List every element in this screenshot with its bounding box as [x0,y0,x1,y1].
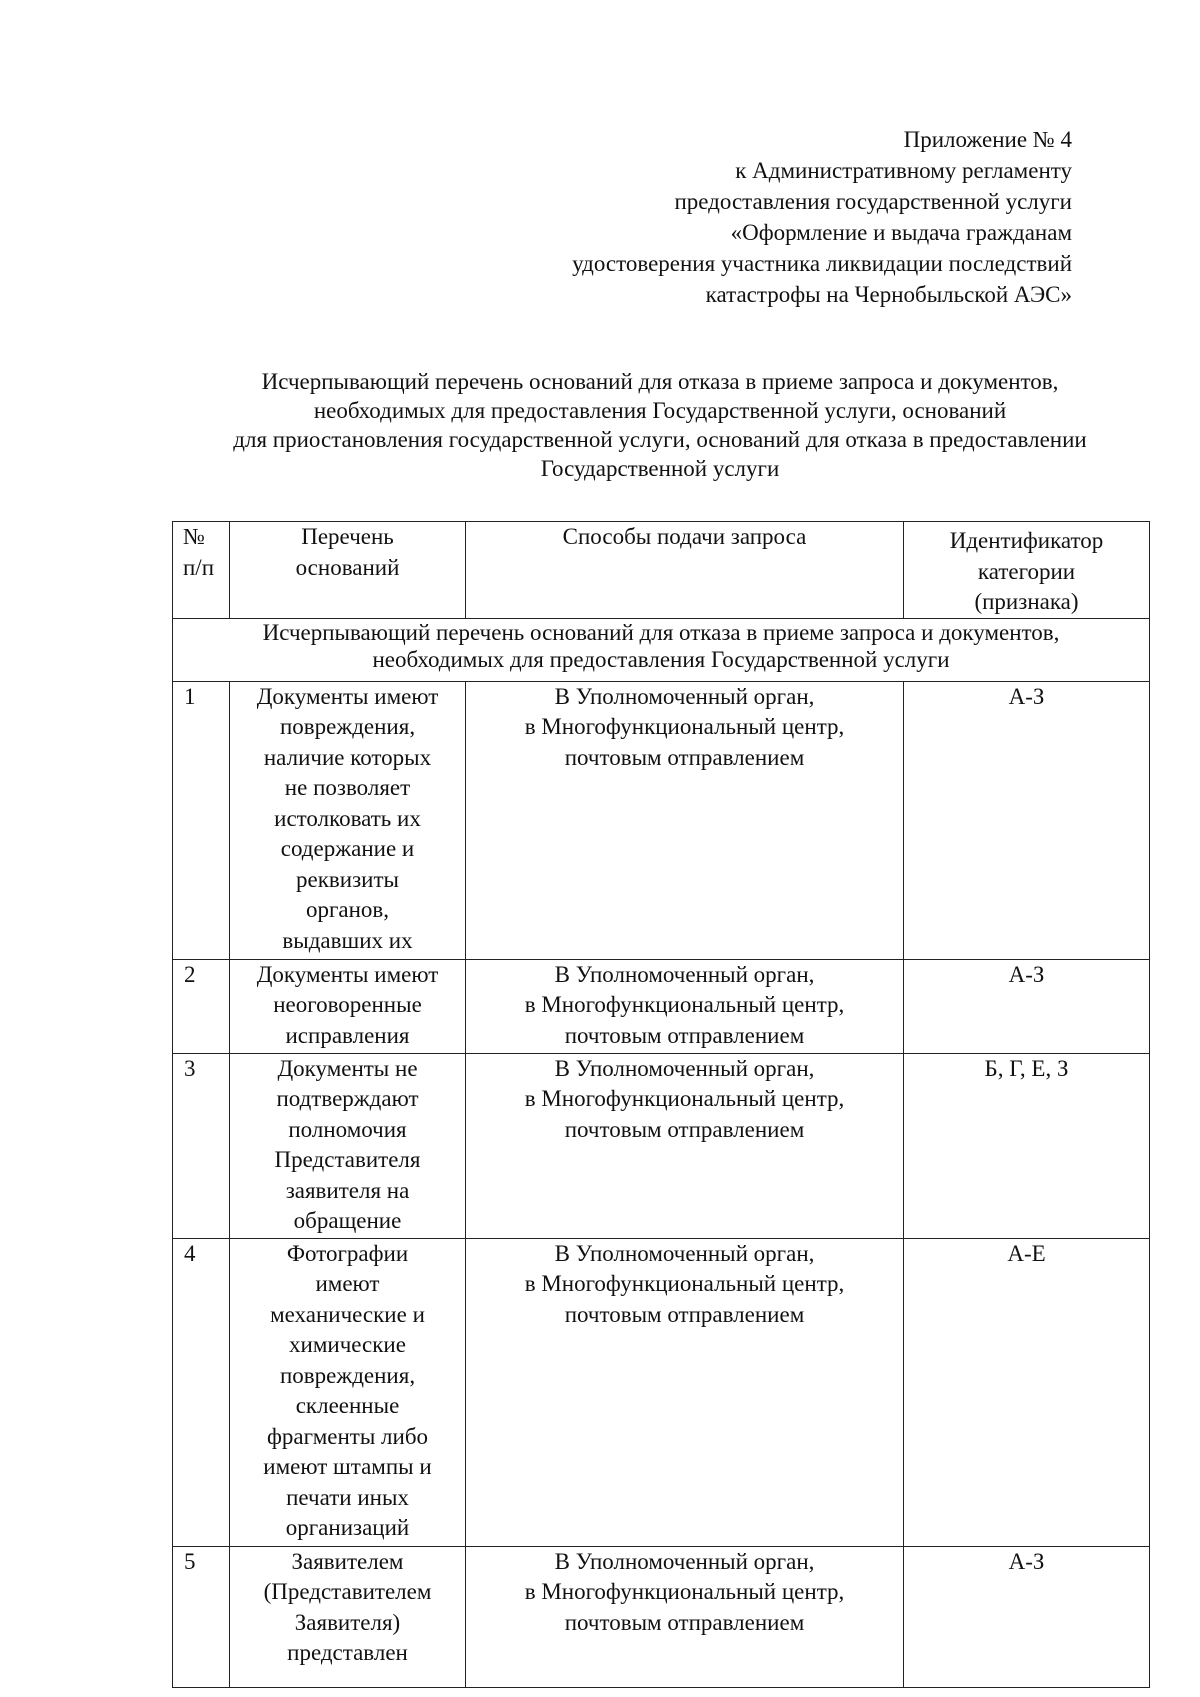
table-row [173,959,1150,1053]
appendix-line: катастрофы на Чернобыльской АЭС» [705,282,1072,307]
row-reason-line: Представителя [274,1147,421,1172]
header-ident-line: категории [977,558,1076,584]
row-reason [230,1238,466,1546]
row-number: 1 [173,681,230,959]
row-reason-line: содержание и [280,836,415,861]
row-reason-line: (Представителем [263,1579,432,1604]
row-reason-line: истолковать их [274,805,421,831]
row-identifier: Б, Г, Е, З [904,1053,1150,1238]
row-reason-line: Заявителем [291,1548,404,1574]
row-reason-line: имеют [315,1271,380,1296]
appendix-line: удостоверения участника ликвидации последствий [572,251,1072,276]
appendix-header [572,124,1072,310]
header-num-line: п/п [183,554,215,580]
row-reason-line: химические [289,1332,406,1357]
row-reason-line: исправления [285,1022,410,1048]
row-reason-line: Фотографии [286,1240,409,1266]
row-method-line: почтовым отправлением [564,1301,805,1327]
row-number: 3 [173,1053,230,1238]
appendix-line: «Оформление и выдача гражданам [730,220,1072,245]
row-reason-line: Документы не [277,1055,418,1081]
row-reason-line: выдавших их [282,927,413,953]
row-reason [230,681,466,959]
table-row [173,1238,1150,1546]
row-method-line: почтовым отправлением [564,1022,805,1048]
row-reason-line: представлен [287,1640,408,1665]
row-method [466,681,904,959]
row-reason-line: полномочия [288,1116,407,1142]
row-identifier: А-Е [904,1238,1150,1546]
row-method-line: В Уполномоченный орган, [554,1240,815,1266]
row-reason-line: склеенные [295,1393,400,1418]
row-reason-line: реквизиты [296,866,399,892]
grounds-table [172,521,1150,1688]
row-method-line: почтовым отправлением [564,1609,805,1635]
row-method [466,1546,904,1687]
row-method [466,1053,904,1238]
row-reason [230,959,466,1053]
row-reason-line: подтверждают [276,1086,419,1111]
header-method [466,522,904,619]
header-ident [904,522,1150,619]
row-reason-line: Документы имеют [256,961,439,987]
row-reason-line: наличие которых [263,744,432,770]
row-method [466,1238,904,1546]
header-num [173,522,230,619]
row-method-line: В Уполномоченный орган, [554,1055,815,1081]
title-line: Исчерпывающий перечень оснований для отказа в приеме запроса и документов, [261,369,1059,394]
section-title [173,618,1150,681]
row-reason-line: повреждения, [279,714,416,739]
header-method-line: Способы подачи запроса [562,524,807,549]
header-reason-line: оснований [295,554,400,580]
row-reason-line: органов, [305,897,390,922]
row-method-line: почтовым отправлением [564,1116,805,1142]
title-line: для приостановления государственной услуги, оснований для отказа в предоставлении [233,427,1087,452]
row-reason-line: обращение [293,1208,402,1233]
row-number: 5 [173,1546,230,1687]
row-identifier: А-З [904,681,1150,959]
row-reason-line: механические и [270,1301,425,1327]
header-num-line: № [183,524,205,549]
table-row [173,1546,1150,1687]
table-header-row [173,522,1150,619]
row-reason-line: не позволяет [284,775,411,800]
row-identifier: А-З [904,1546,1150,1687]
appendix-line: предоставления государственной услуги [674,189,1072,214]
row-reason-line: Заявителя) [294,1609,401,1635]
row-method-line: почтовым отправлением [564,744,805,770]
appendix-line: к Административному регламенту [735,158,1072,183]
row-reason [230,1546,466,1687]
section-title-line: Исчерпывающий перечень оснований для отказа в приеме запроса и документов, [262,619,1060,645]
row-reason-line: неоговоренные [273,992,422,1017]
header-reason [230,522,466,619]
row-method-line: В Уполномоченный орган, [554,961,815,987]
row-method-line: в Многофункциональный центр, [524,992,845,1017]
title-line: необходимых для предоставления Государственной услуги, оснований [313,398,1007,423]
row-method-line: В Уполномоченный орган, [554,683,815,709]
row-reason-line: фрагменты либо [266,1423,429,1449]
appendix-line: Приложение № 4 [903,127,1072,152]
row-reason-line: Документы имеют [256,683,439,709]
row-method-line: в Многофункциональный центр, [524,1271,845,1296]
header-ident-line: (признака) [974,589,1079,614]
row-method-line: в Многофункциональный центр, [524,1086,845,1111]
row-method-line: в Многофункциональный центр, [524,1579,845,1604]
row-reason-line: организаций [285,1515,410,1540]
row-identifier: А-З [904,959,1150,1053]
row-reason-line: имеют штампы и [263,1454,432,1479]
table-row [173,681,1150,959]
section-row [173,618,1150,681]
table-row [173,1053,1150,1238]
row-reason-line: заявителя на [285,1177,410,1203]
row-number: 4 [173,1238,230,1546]
header-reason-line: Перечень [301,524,394,549]
title-line: Государственной услуги [540,456,780,481]
document-title [160,367,1160,483]
row-reason-line: печати иных [286,1484,409,1510]
row-method-line: В Уполномоченный орган, [554,1548,815,1574]
row-number: 2 [173,959,230,1053]
row-method [466,959,904,1053]
header-ident-line: Идентификатор [949,528,1104,553]
section-title-line: необходимых для предоставления Государственной услуги [372,646,950,672]
row-reason [230,1053,466,1238]
row-method-line: в Многофункциональный центр, [524,714,845,739]
row-reason-line: повреждения, [279,1362,416,1388]
